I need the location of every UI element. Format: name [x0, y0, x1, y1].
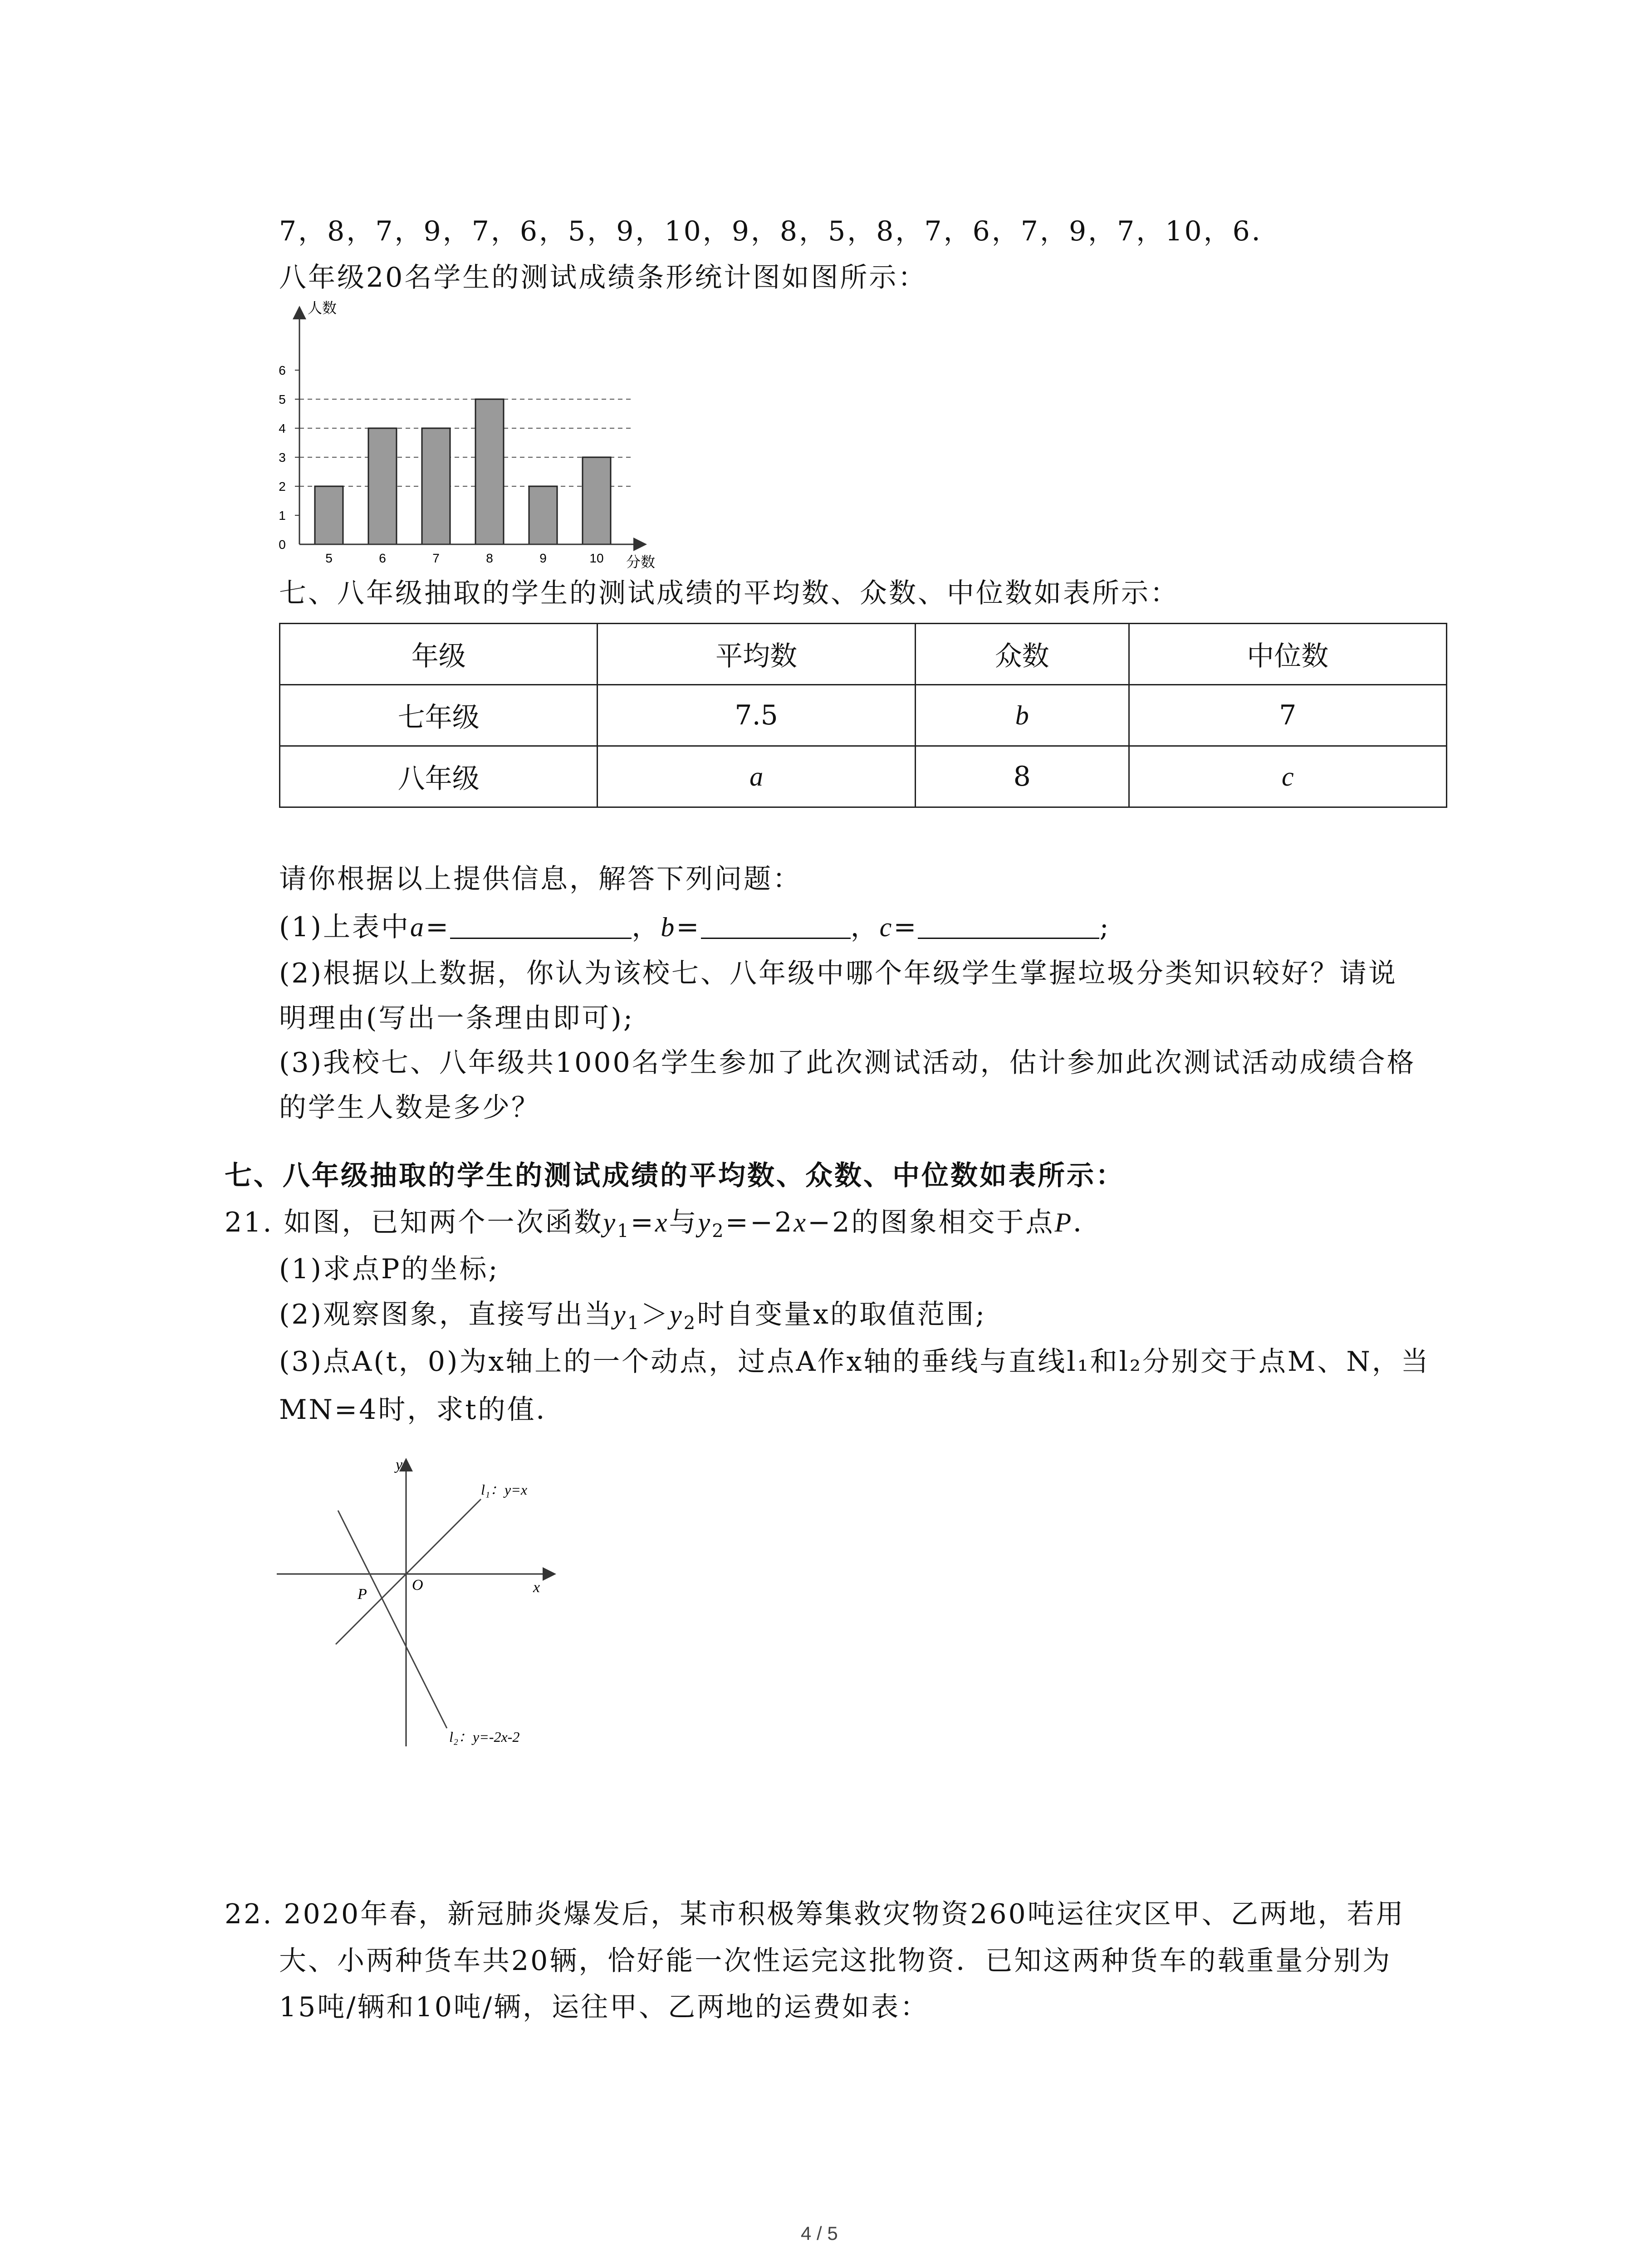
problem-22-line3: 15吨/辆和10吨/辆，运往甲、乙两地的运费如表： [279, 1991, 930, 2023]
problem-21-stem: 21. 如图，已知两个一次函数$y_1=x$与$y_2=-2x-2$的图象相交于点P． [225, 1207, 1102, 1242]
bar [583, 457, 611, 544]
problem-22-line1: 22. 2020年春，新冠肺炎爆发后，某市积极筹集救灾物资260吨运往灾区甲、乙两地，若用 [225, 1898, 1405, 1930]
y-tick-label: 2 [279, 479, 286, 494]
problem-21-part3-line1: (3)点A(t，0)为x轴上的一个动点，过点A作x轴的垂线与直线l₁和l₂分别交于点M、N，当 [279, 1346, 1430, 1378]
l2-label: l₂：y=-2x-2 [449, 1729, 520, 1745]
stats-table [279, 623, 1447, 808]
table-row [280, 746, 1447, 807]
question-3-line1: (3)我校七、八年级共1000名学生参加了此次测试活动，估计参加此次测试活动成绩合格 [279, 1047, 1416, 1079]
bar [315, 486, 343, 544]
problem-22-line2: 大、小两种货车共20辆，恰好能一次性运完这批物资．已知这两种货车的载重量分别为 [279, 1945, 1392, 1977]
answer-blank-c[interactable] [918, 910, 1099, 939]
problem-21-part2: (2)观察图象，直接写出当$y_1>y_2$时自变量x的取值范围; [279, 1299, 987, 1334]
line-l1 [336, 1499, 481, 1644]
line-l2 [338, 1510, 447, 1728]
x-tick-label: 7 [432, 551, 440, 565]
bar [422, 428, 450, 544]
page-number: 4 / 5 [801, 2223, 838, 2244]
y-axis-label: 人数 [308, 300, 337, 316]
question-3-line2: 的学生人数是多少？ [279, 1092, 540, 1124]
x-tick-label: 9 [539, 551, 547, 565]
table-cell: a [598, 746, 915, 807]
table-cell: b [915, 685, 1129, 746]
table-header-row [280, 624, 1447, 685]
table-cell: 八年级 [280, 746, 598, 807]
bar [368, 428, 397, 544]
question-1: (1)上表中a= ，b= ，c= ; [279, 911, 1111, 943]
table-cell: 七年级 [280, 685, 598, 746]
grade7-scores: 7，8，7，9，7，6，5，9，10，9，8，5，8，7，6，7，9，7，10，6． [279, 215, 1281, 247]
y-tick-label: 4 [279, 421, 286, 435]
table-intro: 七、八年级抽取的学生的测试成绩的平均数、众数、中位数如表所示： [279, 577, 1179, 609]
x-axis-label: 分数 [626, 554, 656, 570]
y-tick-label: 5 [279, 392, 286, 406]
problem-21-part1: (1)求点P的坐标; [279, 1253, 500, 1285]
y-tick-label: 3 [279, 450, 286, 464]
header-cell: 中位数 [1129, 624, 1446, 685]
point-p-label: P [358, 1586, 367, 1603]
bold-heading: 七、八年级抽取的学生的测试成绩的平均数、众数、中位数如表所示： [225, 1160, 1125, 1192]
x-tick-label: 10 [589, 551, 604, 565]
table-cell: c [1129, 746, 1446, 807]
y-tick-label: 1 [279, 508, 286, 523]
question-2-line1: (2)根据以上数据，你认为该校七、八年级中哪个年级学生掌握垃圾分类知识较好？请说 [279, 958, 1397, 989]
y-tick-label: 6 [279, 363, 286, 377]
bar [529, 486, 557, 544]
header-cell: 年级 [280, 624, 598, 685]
table-cell: 7 [1129, 685, 1446, 746]
bar [475, 399, 504, 544]
table-cell: 7.5 [598, 685, 915, 746]
problem-21-part3-line2: MN=4时，求t的值． [279, 1394, 565, 1426]
table-row [280, 685, 1447, 746]
header-cell: 众数 [915, 624, 1129, 685]
answer-blank-b[interactable] [701, 910, 851, 939]
y-tick-label: 0 [279, 538, 286, 552]
header-cell: 平均数 [598, 624, 915, 685]
origin-label: O [412, 1577, 423, 1593]
questions-intro: 请你根据以上提供信息，解答下列问题： [279, 863, 802, 895]
x-tick-label: 8 [486, 551, 493, 565]
grade8-bar-chart [254, 299, 690, 590]
l1-label: l₁：y=x [481, 1481, 528, 1498]
answer-blank-a[interactable] [450, 910, 632, 939]
y-axis-label: y [396, 1457, 403, 1473]
grade8-chart-intro: 八年级20名学生的测试成绩条形统计图如图所示： [279, 262, 927, 293]
table-cell: 8 [915, 746, 1129, 807]
question-2-line2: 明理由(写出一条理由即可); [279, 1002, 635, 1034]
linear-functions-graph [268, 1452, 585, 1760]
x-tick-label: 6 [379, 551, 386, 565]
x-axis-label: x [533, 1579, 540, 1596]
x-tick-label: 5 [325, 551, 333, 565]
